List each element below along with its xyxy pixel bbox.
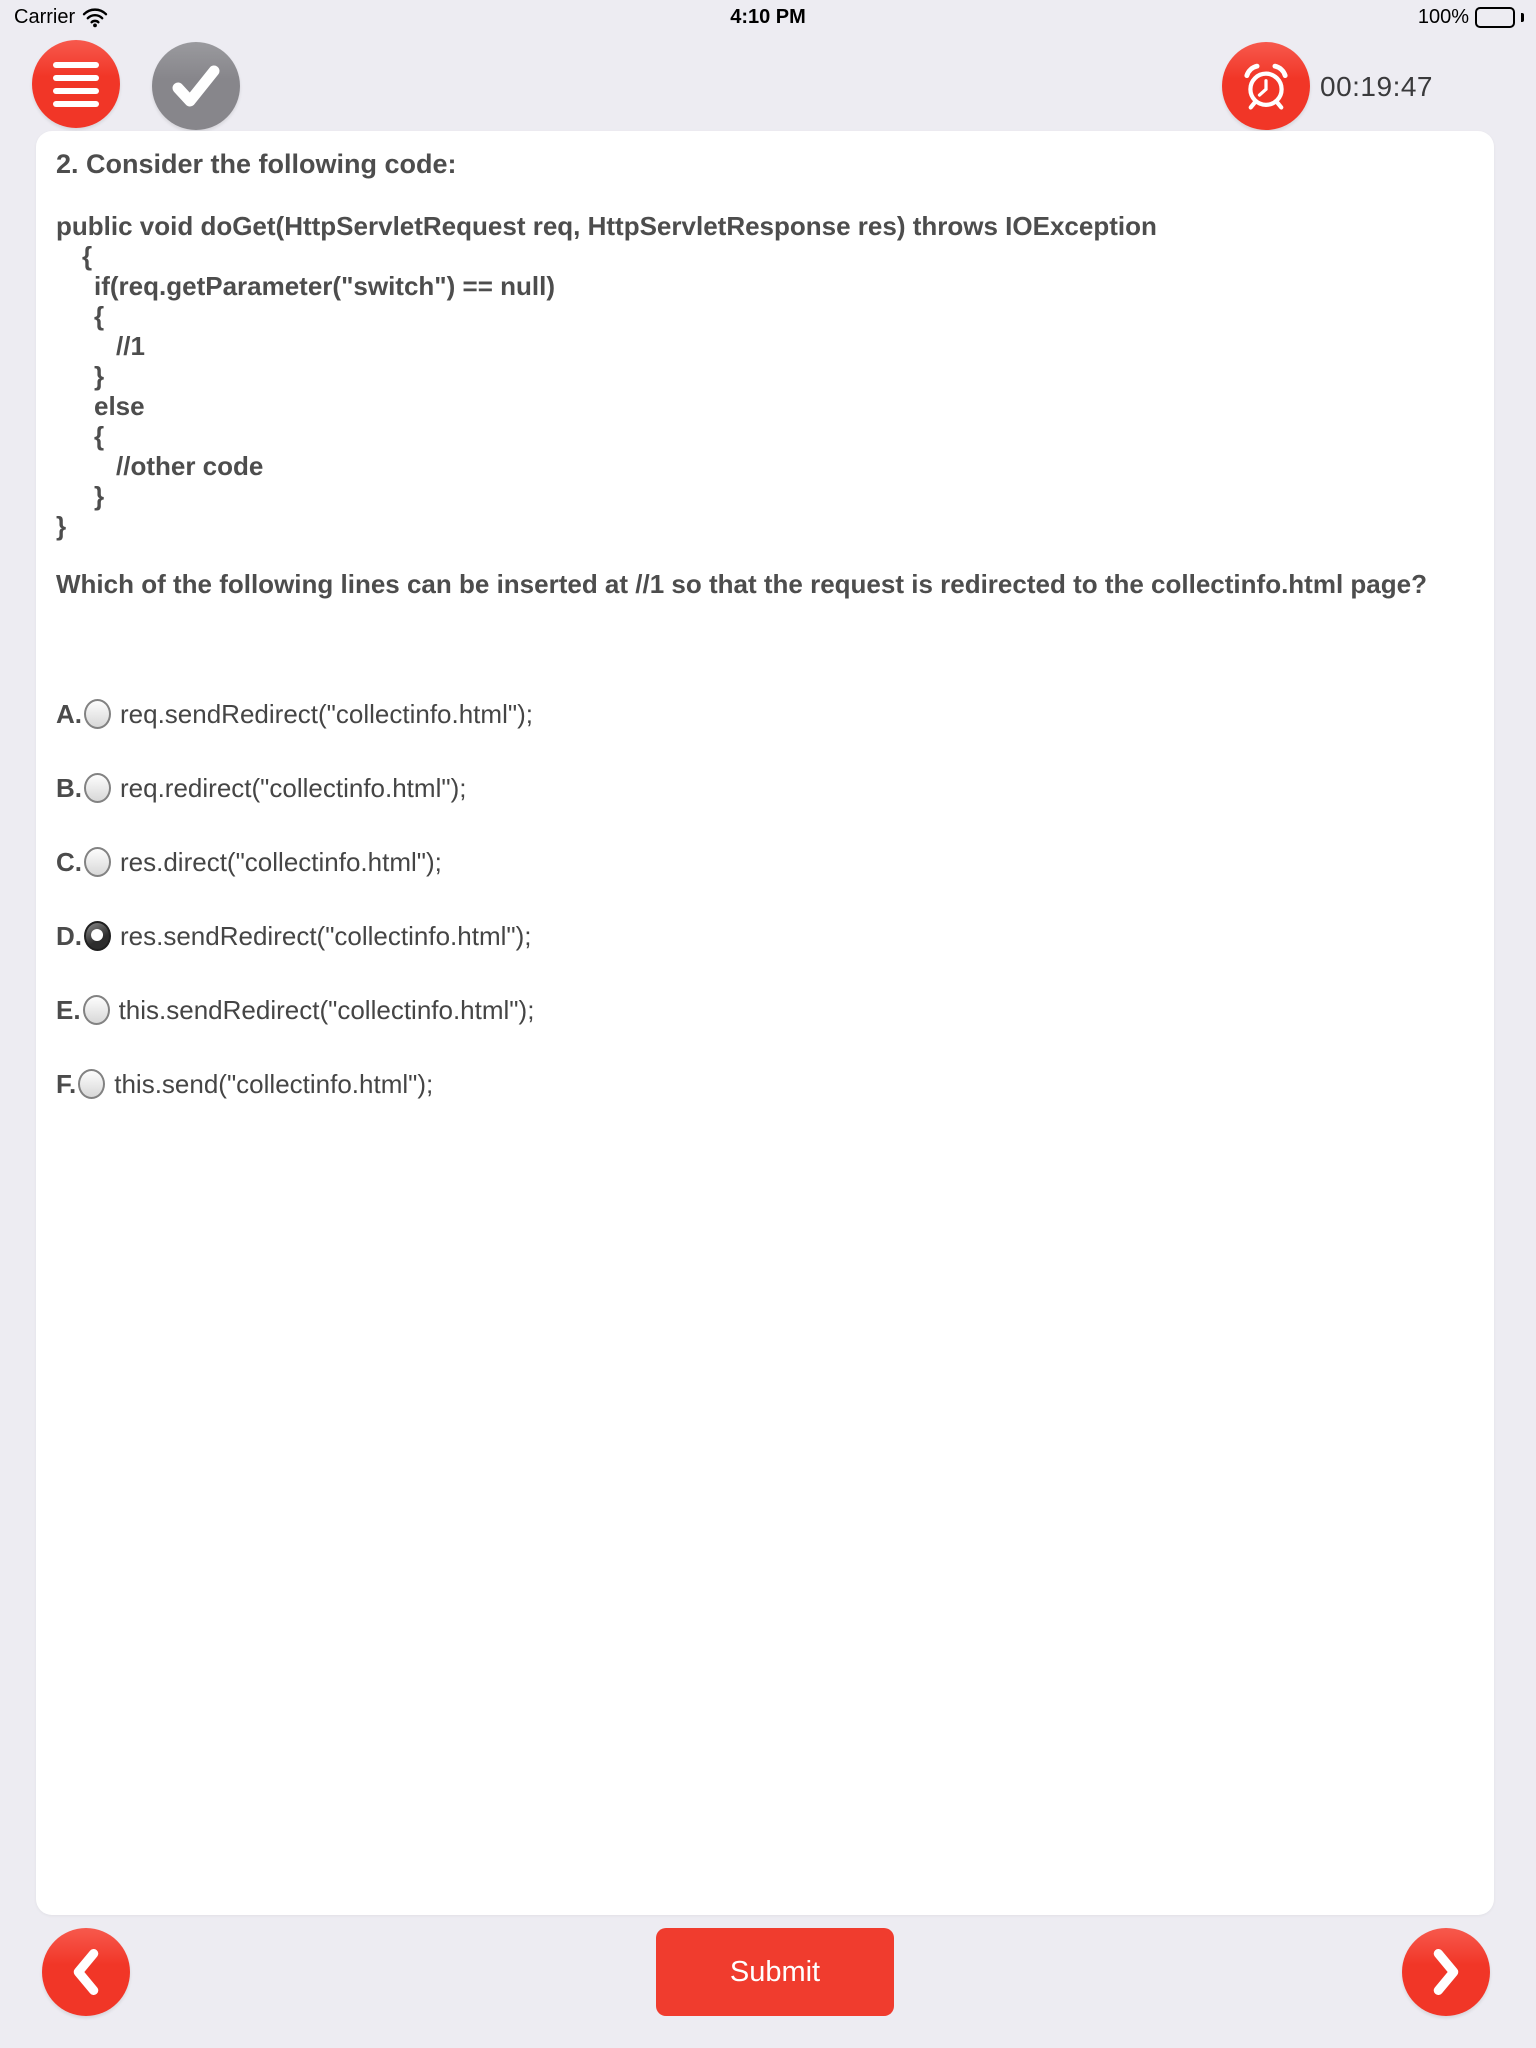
radio-unselected[interactable] bbox=[84, 773, 111, 803]
timer-button[interactable] bbox=[1222, 42, 1310, 130]
battery-percent: 100% bbox=[1417, 6, 1469, 28]
option-letter: B. bbox=[56, 772, 82, 803]
mark-question-button[interactable] bbox=[152, 42, 240, 130]
option-text: this.sendRedirect("collectinfo.html"); bbox=[118, 994, 535, 1025]
radio-unselected[interactable] bbox=[83, 995, 110, 1025]
option-letter: A. bbox=[56, 698, 82, 729]
submit-button[interactable]: Submit bbox=[656, 1928, 894, 2016]
option-letter: C. bbox=[56, 846, 82, 877]
option-letter: E. bbox=[56, 994, 81, 1025]
code-line: } bbox=[56, 511, 67, 541]
menu-button[interactable] bbox=[32, 40, 120, 128]
next-question-button[interactable] bbox=[1402, 1928, 1490, 2016]
code-line: //other code bbox=[116, 451, 264, 481]
code-line: { bbox=[94, 301, 105, 331]
battery-icon bbox=[1475, 7, 1515, 28]
question-card bbox=[36, 131, 1494, 1915]
check-icon bbox=[170, 64, 222, 108]
option-text: res.direct("collectinfo.html"); bbox=[120, 846, 442, 877]
status-time: 4:10 PM bbox=[730, 6, 806, 28]
radio-selected[interactable] bbox=[84, 921, 111, 951]
option-row-f[interactable] bbox=[56, 1069, 1474, 1099]
radio-unselected[interactable] bbox=[84, 847, 111, 877]
question-title: 2. Consider the following code: bbox=[56, 149, 457, 179]
option-row-c[interactable] bbox=[56, 847, 1474, 877]
chevron-right-icon bbox=[1427, 1949, 1465, 1995]
option-row-a[interactable] bbox=[56, 699, 1474, 729]
option-letter: F. bbox=[56, 1068, 77, 1099]
previous-question-button[interactable] bbox=[42, 1928, 130, 2016]
option-text: this.send("collectinfo.html"); bbox=[114, 1068, 434, 1099]
code-line: } bbox=[94, 361, 105, 391]
menu-icon bbox=[53, 62, 99, 107]
option-row-b[interactable] bbox=[56, 773, 1474, 803]
option-text: res.sendRedirect("collectinfo.html"); bbox=[120, 920, 532, 951]
battery-nub bbox=[1521, 13, 1524, 22]
chevron-left-icon bbox=[67, 1949, 105, 1995]
code-line: { bbox=[94, 421, 105, 451]
option-row-e[interactable] bbox=[56, 995, 1474, 1025]
question-prompt: Which of the following lines can be inserted at //1 so that the request is redirected to the collectinfo.html page? bbox=[56, 569, 1427, 599]
option-letter: D. bbox=[56, 920, 82, 951]
battery-group bbox=[1418, 6, 1524, 29]
option-text: req.sendRedirect("collectinfo.html"); bbox=[120, 698, 533, 729]
code-block bbox=[56, 211, 1474, 541]
code-line: if(req.getParameter("switch") == null) bbox=[94, 271, 555, 301]
code-line: { bbox=[82, 241, 93, 271]
code-line: else bbox=[94, 391, 145, 421]
alarm-clock-icon bbox=[1240, 60, 1292, 112]
radio-unselected[interactable] bbox=[84, 699, 111, 729]
code-line: public void doGet(HttpServletRequest req, HttpServletResponse res) throws IOException bbox=[56, 211, 1157, 241]
option-row-d[interactable] bbox=[56, 921, 1474, 951]
status-bar bbox=[0, 0, 1536, 34]
radio-unselected[interactable] bbox=[78, 1069, 105, 1099]
option-text: req.redirect("collectinfo.html"); bbox=[120, 772, 467, 803]
timer-value: 00:19:47 bbox=[1320, 71, 1433, 102]
code-line: } bbox=[94, 481, 105, 511]
answer-options bbox=[56, 699, 1474, 1099]
code-line: //1 bbox=[116, 331, 145, 361]
carrier-label: Carrier bbox=[14, 6, 76, 28]
